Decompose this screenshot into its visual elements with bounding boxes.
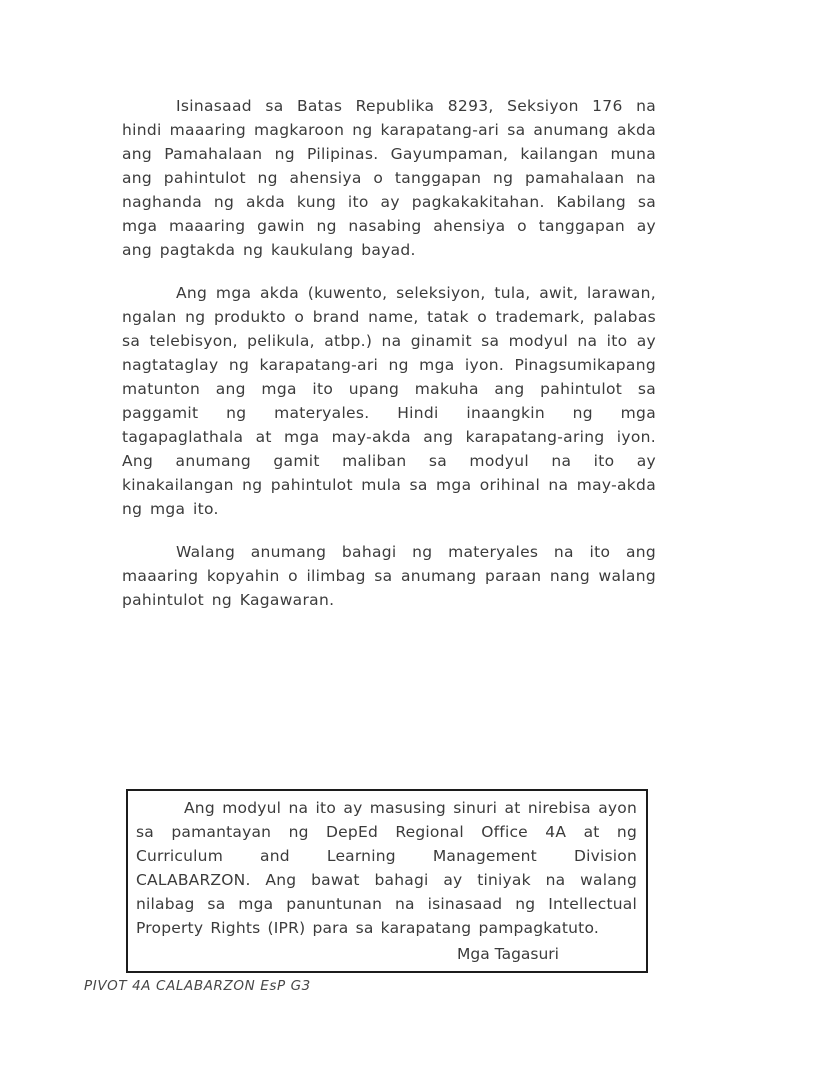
paragraph-works-attribution: Ang mga akda (kuwento, seleksiyon, tula, awit, larawan, ngalan ng produkto o brand name, tatak o trademark, palabas sa telebisyon, pelikula, atbp.) na ginamit sa modyul na ito ay nagtataglay ng karapatang-ari ng mga iyon. Pinagsumikapang matunton ang mga ito upang makuha ang pahintulot sa paggamit ng materyales. Hindi inaangkin ng mga tagapaglathala at mga may-akda ang karapatang-aring iyon. Ang anumang gamit maliban sa modyul na ito ay kinakailangan ng pahintulot mula sa mga orihinal na may-akda ng mga ito. [122,284,656,518]
review-note-text: Ang modyul na ito ay masusing sinuri at nirebisa ayon sa pamantayan ng DepEd Regional Office 4A at ng Curriculum and Learning Management Division CALABARZON. Ang bawat bahagi ay tiniyak na walang nilabag sa mga panuntunan na isinasaad ng Intellectual Property Rights (IPR) para sa karapatang pampagkatuto. [136,799,637,937]
paragraph-no-reproduction: Walang anumang bahagi ng materyales na ito ang maaaring kopyahin o ilimbag sa anumang paraan nang walang pahintulot ng Kagawaran. [122,543,656,609]
paragraph-copyright-law: Isinasaad sa Batas Republika 8293, Seksiyon 176 na hindi maaaring magkaroon ng karapatang-ari sa anumang akda ang Pamahalaan ng Pilipinas. Gayumpaman, kailangan muna ang pahintulot ng ahensiya o tanggapan ng pamahalaan na naghanda ng akda kung ito ay pagkakakitahan. Kabilang sa mga maaaring gawin ng nasabing ahensiya o tanggapan ay ang pagtakda ng kaukulang bayad. [122,97,656,259]
body-text [122,94,656,631]
review-signoff: Mga Tagasuri [457,945,559,963]
page-footer: PIVOT 4A CALABARZON EsP G3 [84,978,311,994]
review-note-box [126,789,648,973]
